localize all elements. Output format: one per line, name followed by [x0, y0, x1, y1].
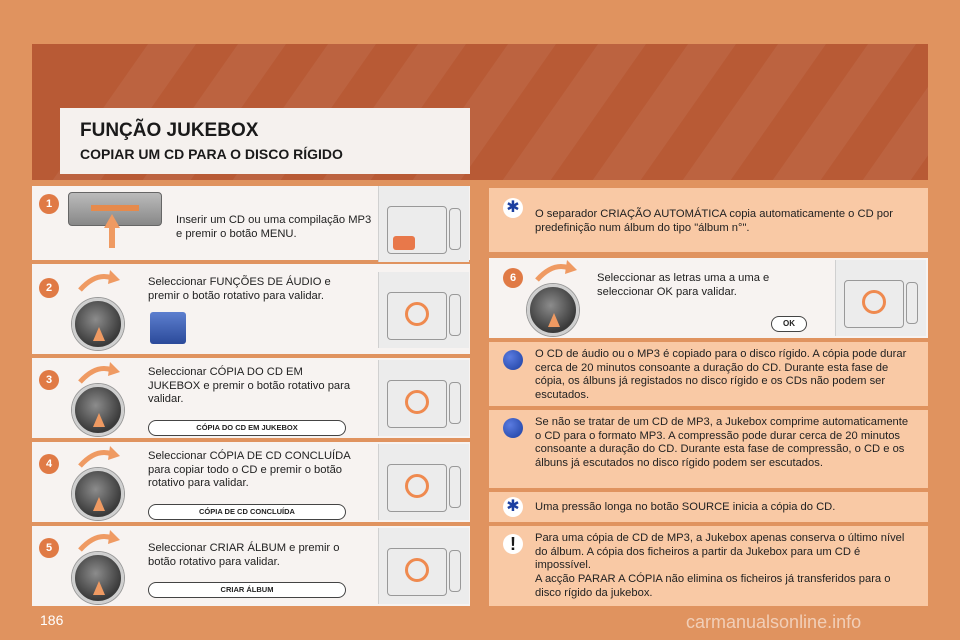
- rotary-knob-icon: [72, 298, 124, 350]
- warning-text-2: A acção PARAR A CÓPIA não elimina os ficheiros já transferidos para o disco rígido da jukebox.: [535, 573, 891, 599]
- note-text: O separador CRIAÇÃO AUTOMÁTICA copia automaticamente o CD por predefinição num álbum do tipo "álbum n°".: [535, 208, 893, 234]
- step-5: [32, 526, 470, 606]
- rotary-knob-icon: [72, 552, 124, 604]
- page-subtitle: COPIAR UM CD PARA O DISCO RÍGIDO: [80, 146, 343, 162]
- control-panel-icon: [378, 360, 469, 436]
- note-auto-creation: [489, 188, 928, 252]
- info-text: O CD de áudio ou o MP3 é copiado para o disco rígido. A cópia pode durar cerca de 20 minutos consoante a duração do CD. Durante esta fase de cópia, os álbuns já registados no disco rígido e os CDs não podem ser escutados.: [535, 348, 907, 401]
- curved-arrow-icon: [76, 446, 120, 470]
- mp3-folder-icon: [150, 312, 186, 344]
- title-box: [60, 108, 470, 174]
- menu-option-pill: CÓPIA DO CD EM JUKEBOX: [148, 420, 346, 436]
- step-1: [32, 186, 470, 260]
- control-panel-icon: [835, 260, 926, 336]
- step-2: [32, 264, 470, 354]
- step-text: Inserir um CD ou uma compilação MP3 e premir o botão MENU.: [176, 214, 372, 240]
- control-panel-icon: [378, 272, 469, 348]
- info-text: Se não se tratar de um CD de MP3, a Jukebox comprime automaticamente o CD para o formato MP3. A compressão pode durar cerca de 20 minutos consoante a duração do CD. Durante esta fase de compressão, o CD e os álbuns já escutados no disco rígido podem ser escutados.: [535, 416, 909, 469]
- step-text: Seleccionar as letras uma a uma e seleccionar OK para validar.: [597, 272, 770, 298]
- step-text: Seleccionar CÓPIA DO CD EM JUKEBOX e premir o botão rotativo para validar.: [148, 366, 351, 405]
- curved-arrow-icon: [76, 270, 120, 294]
- info-compress: [489, 410, 928, 488]
- step-4: [32, 442, 470, 522]
- menu-option-pill: CRIAR ÁLBUM: [148, 582, 346, 598]
- curved-arrow-icon: [76, 530, 120, 554]
- warning-box: [489, 526, 928, 606]
- rotary-knob-icon: [72, 468, 124, 520]
- sun-icon: ✱: [503, 497, 523, 517]
- watermark: carmanualsonline.info: [686, 612, 862, 632]
- note-text: Uma pressão longa no botão SOURCE inicia a cópia do CD.: [535, 501, 836, 513]
- step-text: Seleccionar FUNÇÕES DE ÁUDIO e premir o botão rotativo para validar.: [148, 276, 331, 302]
- warning-text: Para uma cópia de CD de MP3, a Jukebox apenas conserva o último nível do álbum. A cópia dos ficheiros a partir da Jukebox para um CD é impossível.: [535, 532, 905, 571]
- info-dot-icon: [503, 350, 523, 370]
- step-text: Seleccionar CRIAR ÁLBUM e premir o botão rotativo para validar.: [148, 542, 340, 568]
- insert-arrow-icon: [102, 214, 122, 248]
- rotary-knob-icon: [72, 384, 124, 436]
- step-6: [489, 258, 928, 338]
- page-title: FUNÇÃO JUKEBOX: [80, 120, 259, 141]
- step-text: Seleccionar CÓPIA DE CD CONCLUÍDA para copiar todo o CD e premir o botão rotativo para validar.: [148, 450, 351, 489]
- step-number-badge: 2: [39, 278, 59, 298]
- step-number-badge: 4: [39, 454, 59, 474]
- step-3: [32, 358, 470, 438]
- rotary-knob-icon: [527, 284, 579, 336]
- page-number: 186: [40, 612, 64, 628]
- curved-arrow-icon: [76, 362, 120, 386]
- ok-label-pill: OK: [771, 316, 807, 332]
- sun-icon: ✱: [503, 198, 523, 218]
- menu-button-highlight: [393, 236, 415, 250]
- step-number-badge: 1: [39, 194, 59, 214]
- curved-arrow-icon: [533, 260, 577, 284]
- control-panel-icon: [378, 186, 469, 262]
- exclamation-icon: !: [503, 534, 523, 554]
- step-number-badge: 3: [39, 370, 59, 390]
- info-dot-icon: [503, 418, 523, 438]
- step-number-badge: 5: [39, 538, 59, 558]
- step-number-badge: 6: [503, 268, 523, 288]
- control-panel-icon: [378, 444, 469, 520]
- note-source: [489, 492, 928, 522]
- menu-option-pill: CÓPIA DE CD CONCLUÍDA: [148, 504, 346, 520]
- control-panel-icon: [378, 528, 469, 604]
- info-copy: [489, 342, 928, 406]
